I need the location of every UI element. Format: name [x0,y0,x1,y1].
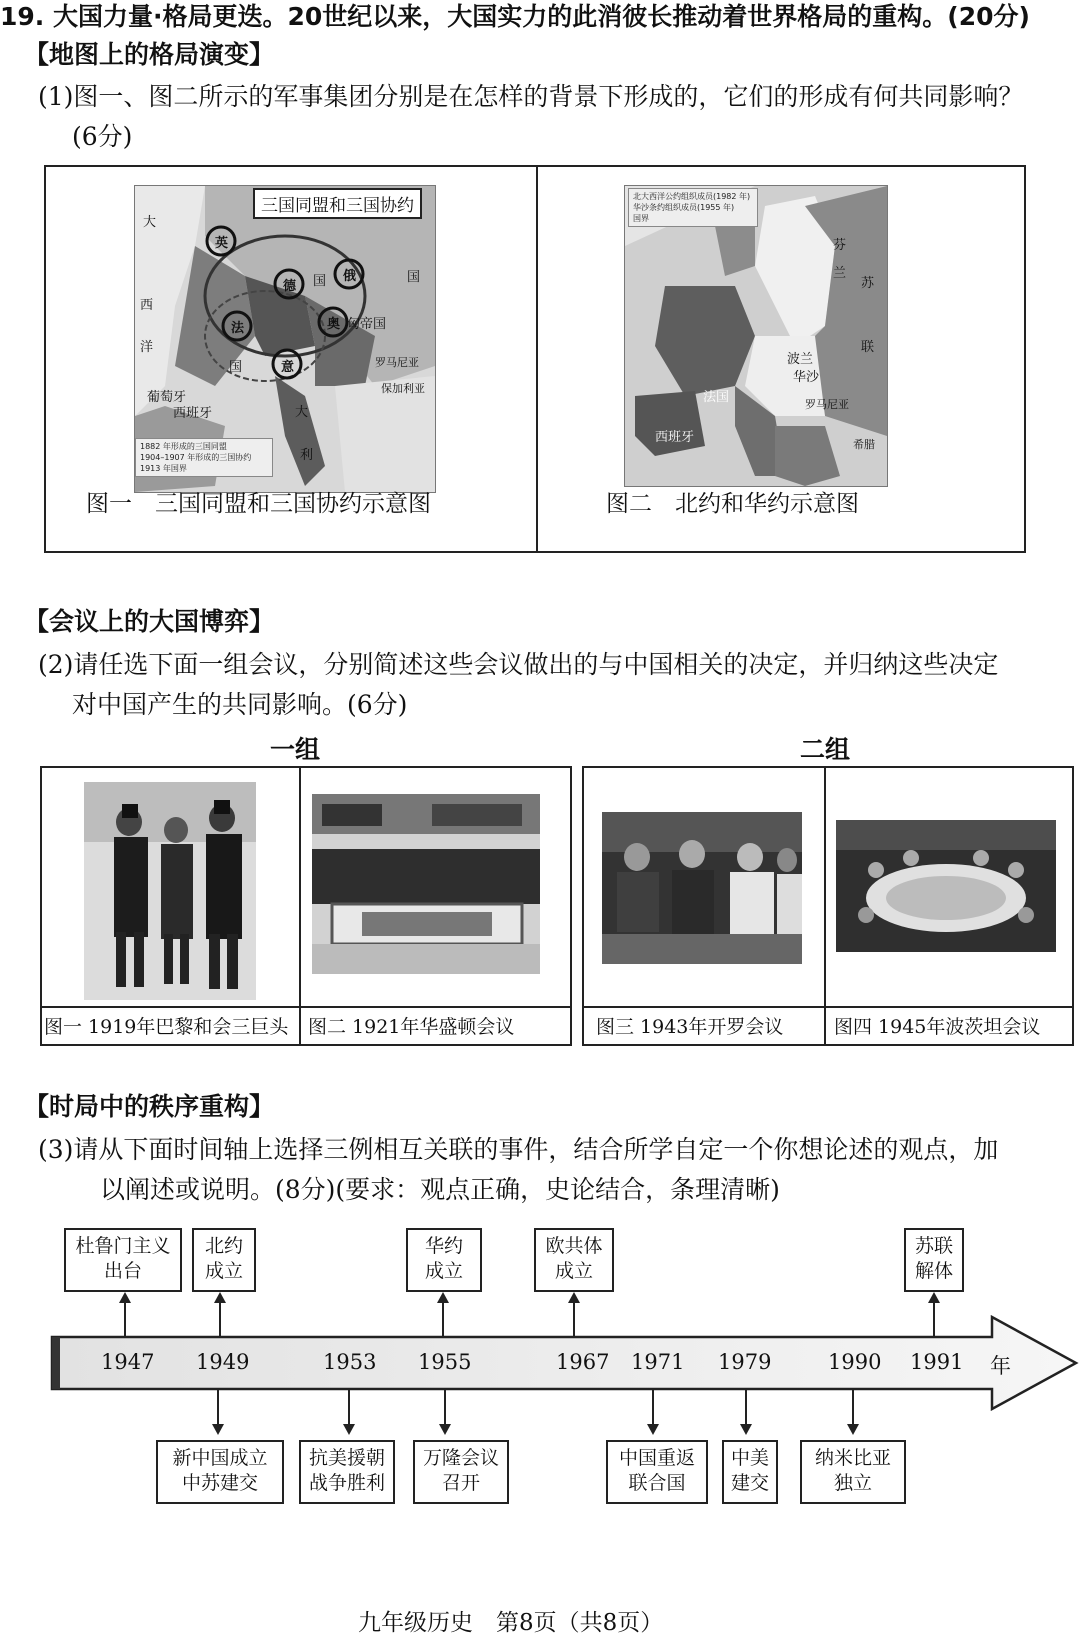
timeline-event-box [904,1228,964,1292]
event-text-line2: 解体 [914,1260,953,1282]
map1-legend [135,438,273,477]
section3-question-line2: 以阐述或说明。(8分)(要求：观点正确，史论结合，条理清晰) [100,1175,780,1204]
caption-washington: 图二 1921年华盛顿会议 [308,1016,515,1038]
caption-paris: 图一 1919年巴黎和会三巨头 [44,1016,289,1038]
map1-caption: 图一 三国同盟和三国协约示意图 [86,491,431,517]
map1-label-guo-de: 国 [313,274,327,289]
map2-label-faguo: 法国 [703,390,730,405]
map1-label-e: 俄 [343,269,357,284]
event-text-line1: 新中国成立 [172,1447,268,1469]
timeline-year: 1955 [418,1350,472,1374]
group1-frame [40,766,572,1046]
photo3-graphic [602,812,802,964]
map1-legend-item: 1913 年国界 [140,464,187,473]
arrow-up-icon [214,1292,226,1303]
map1-legend-item: 1882 年形成的三国同盟 [140,442,227,451]
map1-legend-item: 1904–1907 年形成的三国协约 [140,453,252,462]
arrow-down-icon [647,1424,659,1435]
timeline-connector [933,1302,935,1336]
map1-label-yang: 洋 [140,340,154,355]
section3-question-line1: (3)请从下面时间轴上选择三例相互关联的事件，结合所学自定一个你想论述的观点，加 [38,1135,999,1164]
event-text-line2: 战争胜利 [308,1472,385,1494]
event-text-line2: 联合国 [628,1472,686,1494]
timeline-connector [124,1302,126,1336]
photo-washington-conference [312,794,540,974]
year-unit: 年 [990,1354,1011,1378]
map-nato-warsaw [624,185,888,487]
event-text-line1: 抗美援朝 [308,1447,385,1469]
timeline-year: 1990 [828,1350,882,1374]
arrow-down-icon [740,1424,752,1435]
map2-legend-item: 国界 [633,214,649,223]
timeline-event-box [192,1228,256,1292]
timeline-connector [348,1390,350,1424]
event-text-line1: 万隆会议 [422,1447,499,1469]
map2-label-xibanya: 西班牙 [655,430,695,445]
map1-label-guo-e: 国 [407,270,421,285]
arrow-up-icon [119,1292,131,1303]
timeline-event-box [534,1228,614,1292]
event-text-line1: 中美 [730,1447,769,1469]
event-text-line1: 苏联 [914,1235,953,1257]
timeline-event-box [800,1440,906,1504]
map1-label-yi: 意 [281,360,295,375]
photo-cairo-conference [602,812,802,964]
map2-label-lian: 联 [861,340,875,355]
timeline-event-box [299,1440,395,1504]
event-text-line2: 中苏建交 [181,1472,258,1494]
maps-frame [44,165,1026,553]
arrow-down-icon [212,1424,224,1435]
map1-label-putao: 葡萄牙 [147,390,187,405]
map1-label-ying: 英 [215,236,229,251]
map2-label-bolan: 波兰 [787,352,814,367]
page-footer: 九年级历史 第8页（共8页） [358,1610,664,1636]
timeline-connector [652,1390,654,1424]
map1-label-baojialiya: 保加利亚 [381,382,425,395]
event-text-line1: 华约 [424,1235,463,1257]
section1-question-line1: (1)图一、图二所示的军事集团分别是在怎样的背景下形成的，它们的形成有何共同影响？ [38,82,1024,111]
map1-title: 三国同盟和三国协约 [253,188,422,219]
event-text-line2: 建交 [730,1472,769,1494]
photo-paris-peace-conference [84,782,256,1000]
group2-frame [582,766,1074,1046]
maps-divider [536,167,538,551]
timeline-connector [444,1390,446,1424]
map1-label-da2: 大 [295,405,309,420]
map1-label-fa: 法 [231,321,245,336]
event-text-line2: 成立 [424,1260,463,1282]
group2-divider [824,768,826,1044]
photo4-graphic [836,820,1056,952]
timeline-year: 1947 [101,1350,155,1374]
timeline-year: 1967 [556,1350,610,1374]
map1-label-luomaniya: 罗马尼亚 [375,356,419,369]
timeline-connector [442,1302,444,1336]
event-text-line2: 出台 [103,1260,142,1282]
map1-label-xibanya: 西班牙 [173,406,213,421]
timeline-event-box [64,1228,182,1292]
arrow-down-icon [343,1424,355,1435]
group2-label: 二组 [800,735,851,764]
section1-heading: 【地图上的格局演变】 [24,40,275,69]
map1-label-ao: 奥 [327,317,341,332]
event-text-line1: 杜鲁门主义 [75,1235,171,1257]
photo1-graphic [84,782,256,1000]
event-text-line1: 北约 [204,1235,243,1257]
question-header: 19. 大国力量·格局更迭。20世纪以来，大国实力的此消彼长推动着世界格局的重构。(20分) [0,2,1030,31]
map1-label-guo-fa: 国 [229,360,243,375]
map1-label-xi: 西 [140,298,154,313]
arrow-down-icon [847,1424,859,1435]
timeline-connector [852,1390,854,1424]
photo2-graphic [312,794,540,974]
timeline-connector [217,1390,219,1424]
timeline-year: 1949 [196,1350,250,1374]
event-text-line1: 纳米比亚 [814,1447,891,1469]
map1-label-da: 大 [143,215,157,230]
map2-legend-item: 北大西洋公约组织成员(1982 年) [633,192,751,201]
group2-caption-rule [584,1006,1072,1008]
timeline-event-box [722,1440,778,1504]
event-text-line2: 成立 [554,1260,593,1282]
timeline-connector [219,1302,221,1336]
map1-label-li: 利 [300,448,314,463]
timeline-event-box [156,1440,284,1504]
map2-label-su: 苏 [861,276,875,291]
group1-divider [299,768,301,1044]
map2-label-lan: 兰 [833,266,847,281]
timeline-year: 1979 [718,1350,772,1374]
timeline-year: 1971 [631,1350,685,1374]
event-text-line2: 成立 [204,1260,243,1282]
photo-potsdam-conference [836,820,1056,952]
arrow-up-icon [928,1292,940,1303]
section2-heading: 【会议上的大国博弈】 [24,607,275,636]
event-text-line2: 独立 [833,1472,872,1494]
timeline-year: 1953 [323,1350,377,1374]
event-text-line2: 召开 [441,1472,480,1494]
map-triple-alliance [134,185,436,493]
timeline-event-box [413,1440,509,1504]
map2-label-huasha: 华沙 [793,370,820,385]
map2-legend [628,188,758,227]
map2-label-luomaniya: 罗马尼亚 [805,398,849,411]
arrow-up-icon [437,1292,449,1303]
caption-cairo: 图三 1943年开罗会议 [596,1016,784,1038]
event-text-line1: 欧共体 [545,1235,603,1257]
section3-heading: 【时局中的秩序重构】 [24,1092,275,1121]
timeline-year: 1991 [910,1350,964,1374]
timeline-connector [573,1302,575,1336]
arrow-down-icon [439,1424,451,1435]
group1-caption-rule [42,1006,570,1008]
map2-label-xila: 希腊 [853,438,875,451]
map1-label-aoxiong: 匈帝国 [347,317,387,332]
arrow-up-icon [568,1292,580,1303]
event-text-line1: 中国重返 [618,1447,695,1469]
timeline-event-box [606,1440,708,1504]
map2-label-fen: 芬 [833,238,847,253]
section2-question-line1: (2)请任选下面一组会议，分别简述这些会议做出的与中国相关的决定，并归纳这些决定 [38,650,999,679]
map1-label-de: 德 [283,279,297,294]
timeline-connector [745,1390,747,1424]
map2-caption: 图二 北约和华约示意图 [606,491,859,517]
section1-question-line2: (6分) [72,122,133,151]
timeline-event-box [406,1228,482,1292]
caption-potsdam: 图四 1945年波茨坦会议 [834,1016,1041,1038]
map2-legend-item: 华沙条约组织成员(1955 年) [633,203,735,212]
section2-question-line2: 对中国产生的共同影响。(6分) [72,690,408,719]
group1-label: 一组 [270,735,321,764]
